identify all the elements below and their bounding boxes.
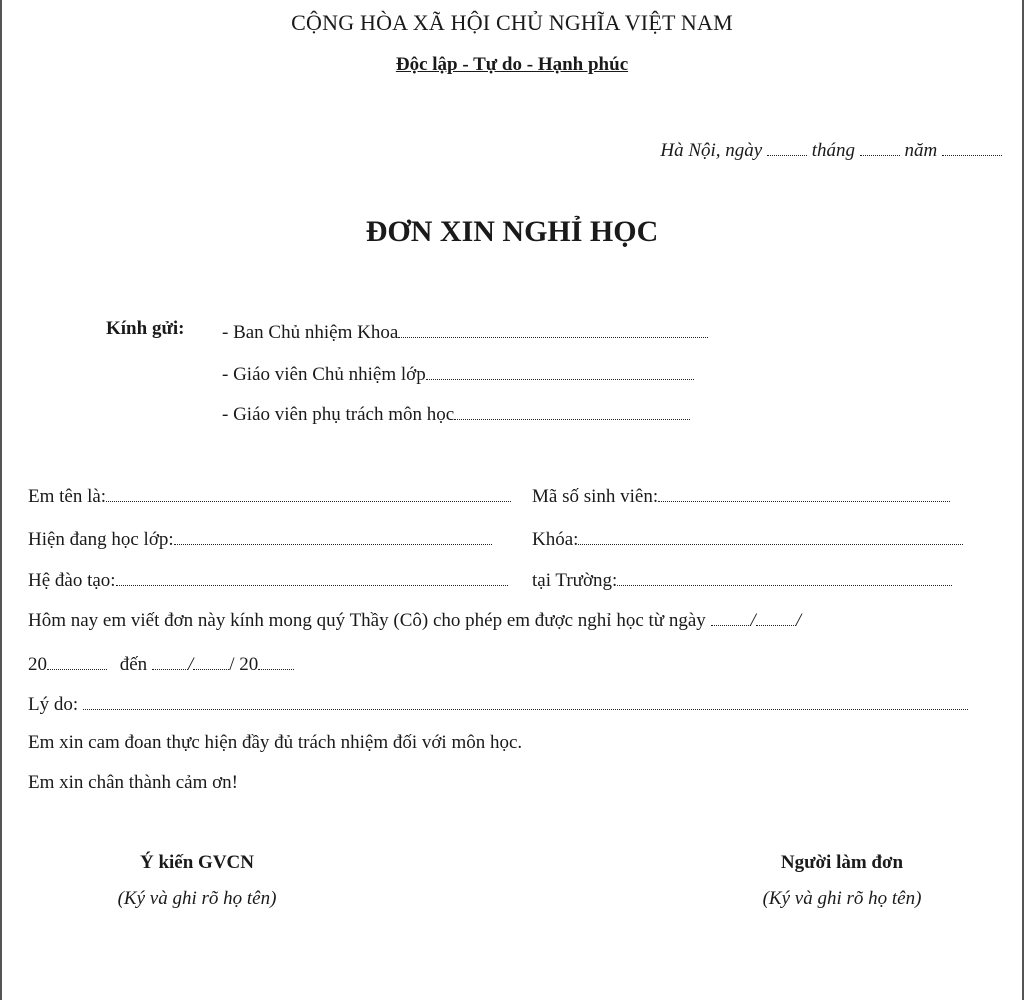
- addressee-item-label: - Giáo viên Chủ nhiệm lớp: [222, 364, 426, 385]
- to-year-prefix: / 20: [229, 654, 259, 675]
- to-year-blank[interactable]: [258, 650, 294, 670]
- date-range-row: 20 đến / / 20: [28, 650, 294, 676]
- year-blank[interactable]: [942, 136, 1002, 156]
- applicant-title: Người làm đơn: [780, 852, 904, 873]
- name-label: Em tên là:: [28, 486, 107, 507]
- date-year-label: năm: [904, 140, 938, 161]
- left-signature-note: (Ký và ghi rõ họ tên): [117, 888, 277, 909]
- student-id-blank[interactable]: [658, 482, 950, 502]
- date-line: [660, 136, 1002, 162]
- from-month-blank[interactable]: [756, 606, 796, 626]
- to-day-blank[interactable]: [152, 650, 188, 670]
- addressee-item-homeroom: [222, 360, 694, 386]
- request-text: Hôm nay em viết đơn này kính mong quý Thầy (Cô) cho phép em được nghỉ học từ ngày: [28, 610, 706, 631]
- reason-label: Lý do:: [28, 694, 79, 715]
- right-signature-block: [692, 852, 992, 910]
- from-year-blank[interactable]: [47, 650, 107, 670]
- date-month-label: tháng: [811, 140, 856, 161]
- thanks-text: Em xin chân thành cảm ơn!: [28, 772, 239, 793]
- commitment-text: Em xin cam đoan thực hiện đầy đủ trách nhiệm đối với môn học.: [28, 732, 523, 753]
- right-signature-note: (Ký và ghi rõ họ tên): [762, 888, 922, 909]
- addressee-item-subject: [222, 400, 690, 426]
- addressee-item-faculty: [222, 318, 708, 344]
- month-blank[interactable]: [860, 136, 900, 156]
- request-row: Hôm nay em viết đơn này kính mong quý Thầy (Cô) cho phép em được nghỉ học từ ngày / /: [28, 606, 801, 632]
- addressee-item-label: - Giáo viên phụ trách môn học: [222, 404, 455, 425]
- program-blank[interactable]: [116, 566, 508, 586]
- class-label: Hiện đang học lớp:: [28, 529, 174, 550]
- addressee-blank[interactable]: [398, 318, 708, 338]
- from-year-prefix: 20: [28, 654, 47, 675]
- class-blank[interactable]: [174, 525, 492, 545]
- program-row: [28, 566, 508, 592]
- addressee-label: Kính gửi:: [106, 318, 185, 339]
- addressee-item-label: - Ban Chủ nhiệm Khoa: [222, 322, 399, 343]
- document-title: ĐƠN XIN NGHỈ HỌC: [365, 215, 659, 248]
- to-month-blank[interactable]: [193, 650, 229, 670]
- course-row: [532, 525, 963, 551]
- name-row: [28, 482, 511, 508]
- date-place-day-label: Hà Nội, ngày: [660, 140, 763, 161]
- motto: Độc lập - Tự do - Hạnh phúc: [395, 54, 629, 75]
- class-row: [28, 525, 492, 551]
- from-day-blank[interactable]: [711, 606, 751, 626]
- student-id-row: [532, 482, 950, 508]
- left-signature-block: [42, 852, 352, 910]
- day-blank[interactable]: [767, 136, 807, 156]
- name-blank[interactable]: [106, 482, 511, 502]
- school-label: tại Trường:: [532, 570, 618, 591]
- program-label: Hệ đào tạo:: [28, 570, 116, 591]
- addressee-blank[interactable]: [426, 360, 694, 380]
- to-label: đến: [119, 654, 148, 675]
- addressee-blank[interactable]: [454, 400, 690, 420]
- school-row: [532, 566, 952, 592]
- course-label: Khóa:: [532, 529, 579, 550]
- nation-header: CỘNG HÒA XÃ HỘI CHỦ NGHĨA VIỆT NAM: [291, 10, 733, 35]
- reason-row: [28, 690, 968, 716]
- course-blank[interactable]: [578, 525, 963, 545]
- reason-blank[interactable]: [83, 690, 968, 710]
- school-blank[interactable]: [617, 566, 952, 586]
- homeroom-opinion-title: Ý kiến GVCN: [139, 852, 254, 873]
- student-id-label: Mã số sinh viên:: [532, 486, 659, 507]
